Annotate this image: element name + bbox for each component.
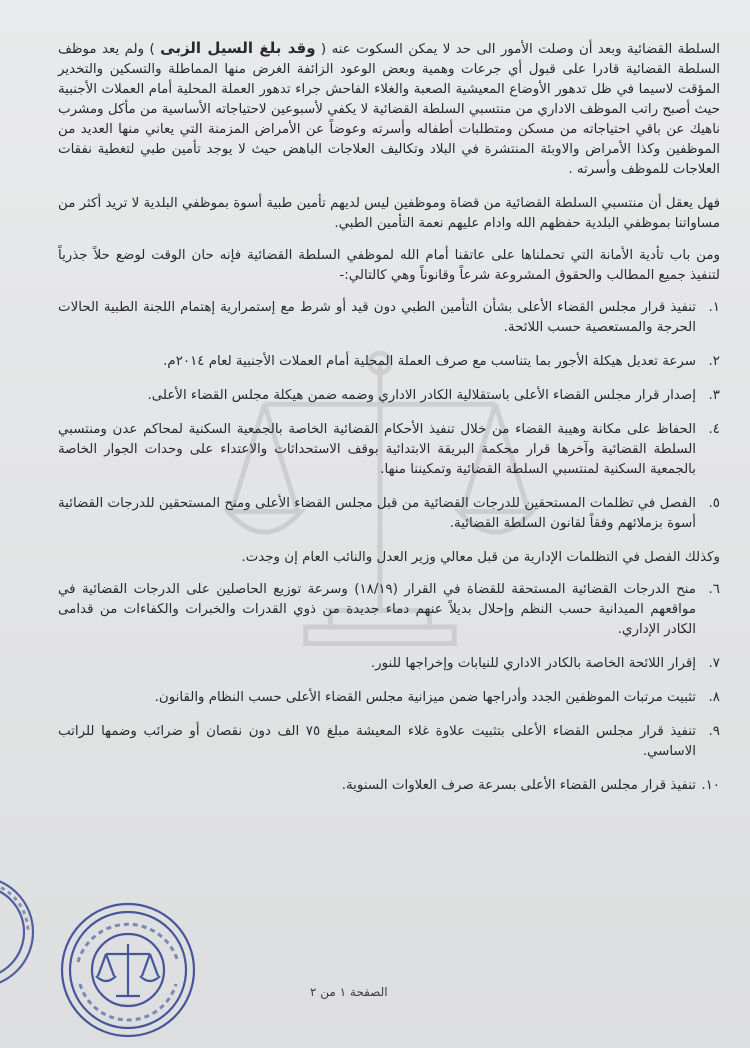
letter-body [58,38,720,810]
item-number: ٨. [708,690,720,705]
list-item [58,580,720,640]
item-text: إقرار اللائحة الخاصة بالكادر الاداري للنيابات وإخراجها للنور. [370,656,696,671]
page-number: الصفحة ١ من ٢ [310,985,388,999]
item-number: ٢. [708,354,720,369]
item-number: ٧. [708,656,720,671]
item-number: ٦. [708,582,720,597]
item-text: تنفيذ قرار مجلس القضاء الأعلى بسرعة صرف العلاوات السنوية. [341,778,696,793]
official-seal-stamp [58,900,198,1040]
item-number: ٩. [708,724,720,739]
grievances-paragraph: وكذلك الفصل في التظلمات الإدارية من قبل معالي وزير العدل والنائب العام إن وجدت. [241,550,720,565]
intro-paragraph [58,38,720,180]
item-text: الفصل في تظلمات المستحقين للدرجات القضائية من قبل مجلس القضاء الأعلى ومنح المستحقين للدرجات القضائية أسوة بزملائهم وفقاً لقانون السلطة القضائية. [58,496,696,531]
item-number: ١٠. [701,778,720,793]
demands-list-part-1 [58,298,720,534]
list-item [58,420,720,480]
item-text: تنفيذ قرار مجلس القضاء الأعلى بشأن التأمين الطبي دون قيد أو شرط مع إستمرارية إهتمام اللجنة الطبية الحالات الحرجة والمستعصية حسب اللائحة. [58,300,696,335]
partial-stamp-edge [0,872,38,992]
medical-insurance-paragraph: فهل يعقل أن منتسبي السلطة القضائية من قضاة وموظفين ليس لديهم تأمين طبية أسوة بموظفي البلدية لا تريد أكثر من مساواتنا بموظفي البلدية حفظهم الله وادام عليهم نعمة التأمين الطبي. [58,196,720,231]
item-number: ٣. [708,388,720,403]
item-text: تنفيذ قرار مجلس القضاء الأعلى بتثبيت علاوة غلاء المعيشة مبلغ ٧٥ الف دون نقصان أو ضرائب وضمها للراتب الاساسي. [58,724,696,759]
list-item [58,494,720,534]
demands-list-part-2 [58,580,720,796]
intro-text-start: السلطة القضائية وبعد أن وصلت الأمور الى حد لا يمكن السكوت عنه ( [315,42,720,57]
list-item [58,654,720,674]
item-text: منح الدرجات القضائية المستحقة للقضاة في القرار (١٨/١٩) وسرعة توزيع الحاصلين على الدرجات القضائية في مواقعهم الميدانية حسب النظم وإحلال بديلاً عنهم دماء جديدة من ذوي القدرات والخبرات والكفاءات من قدامى الكادر الإداري. [58,582,696,637]
item-number: ٤. [708,422,720,437]
item-text: تثبيت مرتبات الموظفين الجدد وأدراجها ضمن ميزانية مجلس القضاء الأعلى حسب النظام والقانون. [154,690,696,705]
list-item [58,722,720,762]
item-text: الحفاظ على مكانة وهيبة القضاء من خلال تنفيذ الأحكام القضائية الخاصة بالجمعية السكنية لمحاكم عدن ومنتسبي السلطة القضائية وآخرها قرار محكمة البريقة الابتدائية بوقف الاستحداثات والاعتداء على وحدات الجوار الخاصة بالجمعية السكنية لمنتسبي السلطة القضائية وتمكيننا منها. [58,422,696,477]
list-item [58,688,720,708]
list-item [58,776,720,796]
list-item [58,298,720,338]
item-text: إصدار قرار مجلس القضاء الأعلى باستقلالية الكادر الاداري وضمه ضمن هيكلة مجلس القضاء الأعلى. [147,388,696,403]
list-item [58,352,720,372]
demands-intro-paragraph: ومن باب تأدية الأمانة التي تحملناها على عاتقنا أمام الله لموظفي السلطة القضائية فإنه حان الوقت لوضع حلاً جذرياً لتنفيذ جميع المطالب والحقوق المشروعة شرعاً وقانوناً وهي كالتالي:- [58,248,720,283]
item-number: ١. [708,300,720,315]
intro-emphasis: وقد بلغ السيل الزبى [160,39,316,57]
item-number: ٥. [708,496,720,511]
item-text: سرعة تعديل هيكلة الأجور بما يتناسب مع صرف العملة المحلية أمام العملات الأجنبية لعام ٢٠١٤م. [163,354,696,369]
list-item [58,386,720,406]
intro-text-end: ) ولم يعد موظف السلطة القضائية قادرا على قبول أي جرعات وهمية وبعض الوعود الزائفة الغرض منها المماطلة والتسكين والتخدير المؤقت لاسيما في ظل تدهور الأوضاع المعيشية الصعبة والغلاء الفاحش جراء تدهور العملة المحلية أمام العملات الأجنبية حيث أصبح راتب الموظف الاداري من منتسبي السلطة القضائية لا يكفي لأسبوعين لاحتياجاته الأساسية من مأكل ومشرب ناهيك عن باقي احتياجاته من مسكن ومتطلبات أطفاله وأسرته وعوضاً عن الأمراض المزمنة التي يعاني منها العديد من الموظفين وكذا الأمراض والاوبئة المنتشرة في البلاد وتكاليف العلاجات الباهض حيث لا يوجد تأمين طبي لتغطية نفقات العلاجات للموظف وأسرته . [58,42,720,177]
